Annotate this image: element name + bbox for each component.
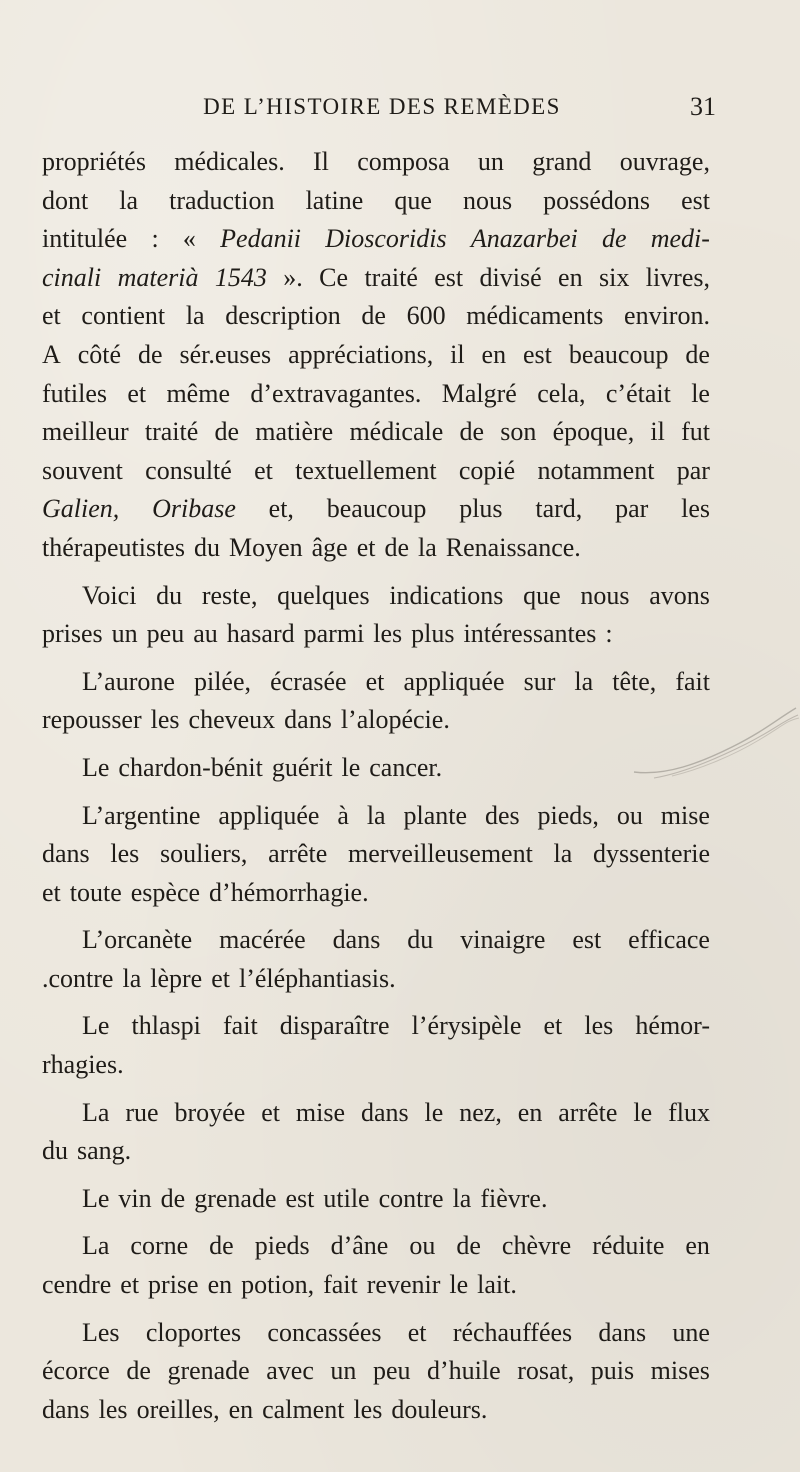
word: efficace bbox=[628, 925, 710, 955]
word: plus bbox=[459, 494, 503, 524]
paragraph-gap bbox=[42, 998, 710, 1007]
text-line bbox=[42, 336, 710, 375]
word: cheveux bbox=[188, 705, 276, 735]
word: concassées bbox=[267, 1317, 382, 1347]
word: par bbox=[615, 494, 649, 524]
text-line bbox=[42, 577, 710, 616]
word: son bbox=[500, 417, 537, 447]
word: merveilleusement bbox=[348, 839, 533, 869]
word: dans bbox=[332, 925, 381, 955]
word: époque, bbox=[552, 417, 635, 447]
paragraph-gap bbox=[42, 568, 710, 577]
word: en bbox=[481, 339, 507, 369]
word: écrasée bbox=[270, 666, 347, 696]
word: les bbox=[353, 1394, 383, 1424]
text-line bbox=[42, 259, 710, 298]
word: Oribase bbox=[152, 494, 236, 524]
word: un bbox=[477, 147, 504, 176]
word: flux bbox=[668, 1097, 710, 1127]
word: plante bbox=[403, 800, 468, 830]
word: la bbox=[553, 839, 573, 869]
word: L’aurone bbox=[82, 666, 175, 696]
word: Voici bbox=[82, 580, 137, 610]
word: médicaments bbox=[466, 301, 604, 331]
word: plus bbox=[411, 619, 455, 649]
word: une bbox=[672, 1317, 710, 1347]
word: du bbox=[156, 580, 183, 610]
word: Le bbox=[82, 1011, 110, 1041]
word: de bbox=[459, 417, 485, 447]
word: La bbox=[82, 1097, 110, 1127]
word: souvent bbox=[42, 455, 123, 485]
word: prise bbox=[148, 1270, 199, 1300]
text-line bbox=[42, 1227, 710, 1266]
word: souliers, bbox=[160, 839, 248, 869]
word: disparaître bbox=[279, 1011, 390, 1041]
word: medi- bbox=[650, 224, 710, 254]
text-line bbox=[42, 1266, 710, 1305]
word: médicales. bbox=[174, 147, 285, 176]
word: hémor- bbox=[635, 1011, 710, 1041]
word: lait. bbox=[477, 1270, 517, 1300]
word: de bbox=[361, 301, 386, 331]
word: Moyen bbox=[228, 532, 303, 562]
word: du bbox=[193, 532, 220, 562]
running-title: DE L’HISTOIRE DES REMÈDES bbox=[203, 94, 561, 119]
word: vinaigre bbox=[460, 925, 546, 955]
word: les bbox=[584, 1011, 614, 1041]
paragraph bbox=[42, 797, 710, 913]
word: possédons bbox=[543, 185, 651, 215]
word: que bbox=[523, 580, 561, 610]
word: avons bbox=[649, 580, 710, 610]
word: puis bbox=[590, 1356, 635, 1386]
word: Dioscoridis bbox=[325, 224, 447, 254]
word: réchauffées bbox=[452, 1317, 573, 1347]
word: la bbox=[119, 185, 139, 215]
word: rhagies. bbox=[42, 1050, 124, 1080]
word: la bbox=[574, 666, 594, 696]
word: dyssenterie bbox=[593, 839, 710, 869]
word: de bbox=[214, 417, 240, 447]
word: d’âne bbox=[330, 1231, 389, 1261]
word: La bbox=[82, 1231, 110, 1261]
word: fièvre. bbox=[480, 1183, 548, 1213]
word: cela, bbox=[537, 378, 586, 408]
text-line bbox=[42, 960, 710, 999]
word: cinali bbox=[42, 262, 102, 292]
text-line bbox=[42, 490, 710, 529]
word: materià bbox=[117, 262, 199, 292]
text-line bbox=[42, 1391, 710, 1430]
word: écorce bbox=[42, 1356, 110, 1386]
word: en bbox=[558, 262, 583, 292]
word: hasard bbox=[226, 619, 295, 649]
word: cancer. bbox=[369, 752, 443, 782]
paragraph-gap bbox=[42, 1171, 710, 1180]
word: fut bbox=[681, 417, 710, 447]
word: les bbox=[681, 494, 710, 524]
word: le bbox=[449, 1270, 469, 1300]
word: en bbox=[685, 1231, 710, 1261]
text-line bbox=[42, 1352, 710, 1391]
word: même bbox=[166, 378, 230, 408]
word: description bbox=[225, 301, 341, 331]
text-line bbox=[42, 529, 710, 568]
text-line bbox=[42, 1007, 710, 1046]
word: dans bbox=[42, 1394, 90, 1424]
word: consulté bbox=[145, 455, 232, 485]
word: chèvre bbox=[501, 1231, 572, 1261]
word: de bbox=[456, 1231, 481, 1261]
word: la bbox=[185, 301, 205, 331]
word: l’alopécie. bbox=[340, 705, 450, 735]
word: parmi bbox=[303, 619, 365, 649]
word: réduite bbox=[592, 1231, 665, 1261]
word: du bbox=[42, 1136, 68, 1166]
word: mises bbox=[650, 1356, 710, 1386]
word: intéressantes bbox=[463, 619, 597, 649]
paragraph bbox=[42, 1314, 710, 1430]
word: de bbox=[384, 532, 410, 562]
paragraph bbox=[42, 1007, 710, 1084]
text-line bbox=[42, 874, 710, 913]
word: Pedanii bbox=[220, 224, 302, 254]
word: traité bbox=[144, 417, 199, 447]
word: Renaissance. bbox=[445, 532, 581, 562]
word: il bbox=[450, 339, 465, 369]
word: matière bbox=[255, 417, 334, 447]
text-line bbox=[42, 1180, 710, 1219]
word: divisé bbox=[479, 262, 542, 292]
word: la bbox=[122, 963, 142, 993]
word: contient bbox=[81, 301, 166, 331]
word: dans bbox=[42, 839, 90, 869]
word: ouvrage, bbox=[619, 147, 710, 176]
word: le bbox=[341, 752, 361, 782]
text-line bbox=[42, 220, 710, 259]
word: de bbox=[126, 1356, 151, 1386]
word: dont bbox=[42, 185, 89, 215]
text-line bbox=[42, 797, 710, 836]
word: mise bbox=[660, 800, 710, 830]
word: cloportes bbox=[145, 1317, 242, 1347]
word: rue bbox=[125, 1097, 159, 1127]
word: pieds, bbox=[537, 800, 599, 830]
word: livres, bbox=[645, 262, 710, 292]
word: appliquée bbox=[218, 800, 320, 830]
word: chardon-bénit bbox=[118, 752, 263, 782]
word: : bbox=[605, 619, 613, 649]
word: arrête bbox=[558, 1097, 618, 1127]
word: et bbox=[42, 301, 61, 331]
word: il bbox=[650, 417, 665, 447]
word: environ. bbox=[624, 301, 710, 331]
word: 600 bbox=[406, 301, 446, 331]
text-line bbox=[42, 143, 710, 182]
word: Malgré bbox=[441, 378, 517, 408]
text-line bbox=[42, 182, 710, 221]
word: est bbox=[285, 1183, 315, 1213]
text-line bbox=[42, 1094, 710, 1133]
word: Les bbox=[82, 1317, 120, 1347]
word: beaucoup bbox=[568, 339, 669, 369]
word: thérapeutistes bbox=[42, 532, 185, 562]
word: contre bbox=[378, 1183, 444, 1213]
word: peu bbox=[372, 1356, 411, 1386]
word: oreilles, bbox=[136, 1394, 220, 1424]
body-text bbox=[42, 143, 710, 1429]
word: est bbox=[572, 925, 602, 955]
word: futiles bbox=[42, 378, 107, 408]
word: propriétés bbox=[42, 147, 146, 176]
word: traduction bbox=[169, 185, 275, 215]
word: potion, bbox=[241, 1270, 315, 1300]
word: l’érysipèle bbox=[411, 1011, 522, 1041]
word: tête, bbox=[612, 666, 657, 696]
word: la bbox=[452, 1183, 472, 1213]
word: Le bbox=[82, 1183, 110, 1213]
text-line bbox=[42, 1314, 710, 1353]
word: d’huile bbox=[427, 1356, 501, 1386]
word: et bbox=[543, 1011, 563, 1041]
word: nous bbox=[462, 185, 513, 215]
word: et bbox=[211, 963, 230, 993]
word: macérée bbox=[219, 925, 306, 955]
paragraph bbox=[42, 1094, 710, 1171]
paragraph bbox=[42, 577, 710, 654]
word: ou bbox=[616, 800, 643, 830]
text-line bbox=[42, 749, 710, 788]
word: âge bbox=[311, 532, 348, 562]
paragraph bbox=[42, 921, 710, 998]
paragraph-gap bbox=[42, 912, 710, 921]
word: A bbox=[42, 339, 61, 369]
word: et bbox=[42, 877, 61, 907]
word: nous bbox=[580, 580, 630, 610]
word: et bbox=[356, 532, 376, 562]
word: c’était bbox=[605, 378, 671, 408]
text-line bbox=[42, 1132, 710, 1171]
text-line bbox=[42, 835, 710, 874]
word: grenade bbox=[167, 1356, 250, 1386]
word: pieds bbox=[254, 1231, 310, 1261]
paragraph bbox=[42, 749, 710, 788]
text-line bbox=[42, 663, 710, 702]
word: sang. bbox=[77, 1136, 132, 1166]
word: intitulée bbox=[42, 224, 128, 254]
word: dans bbox=[360, 1097, 409, 1127]
word: broyée bbox=[174, 1097, 246, 1127]
word: l’éléphantiasis. bbox=[238, 963, 396, 993]
word: revenir bbox=[366, 1270, 441, 1300]
word: quelques bbox=[277, 580, 370, 610]
word: copié bbox=[458, 455, 516, 485]
word: sur bbox=[523, 666, 556, 696]
word: Le bbox=[82, 752, 110, 782]
word: les bbox=[98, 1394, 128, 1424]
word: d’hémorrhagie. bbox=[209, 877, 369, 907]
word: beaucoup bbox=[326, 494, 427, 524]
word: meilleur bbox=[42, 417, 129, 447]
word: textuellement bbox=[295, 455, 437, 485]
paragraph bbox=[42, 143, 710, 568]
word: peu bbox=[146, 619, 185, 649]
word: de bbox=[160, 1183, 186, 1213]
word: « bbox=[182, 224, 196, 254]
word: arrête bbox=[268, 839, 328, 869]
word: de bbox=[685, 339, 710, 369]
word: que bbox=[394, 185, 432, 215]
word: six bbox=[598, 262, 630, 292]
paragraph-gap bbox=[42, 1085, 710, 1094]
paragraph-gap bbox=[42, 1305, 710, 1314]
word: la bbox=[418, 532, 437, 562]
word: dans bbox=[284, 705, 332, 735]
word: mise bbox=[295, 1097, 345, 1127]
word: dans bbox=[598, 1317, 647, 1347]
word: en bbox=[207, 1270, 233, 1300]
word: cendre bbox=[42, 1270, 112, 1300]
word: le bbox=[691, 378, 710, 408]
word: côté bbox=[77, 339, 122, 369]
word: pilée, bbox=[193, 666, 251, 696]
word: 1543 bbox=[214, 262, 267, 292]
word: en bbox=[228, 1394, 254, 1424]
word: utile bbox=[323, 1183, 370, 1213]
word: et, bbox=[268, 494, 294, 524]
word: L’argentine bbox=[82, 800, 201, 830]
word: repousser bbox=[42, 705, 142, 735]
paragraph-gap bbox=[42, 740, 710, 749]
word: traité bbox=[364, 262, 418, 292]
word: Anazarbei bbox=[470, 224, 578, 254]
word: grenade bbox=[194, 1183, 277, 1213]
word: reste, bbox=[201, 580, 258, 610]
word: douleurs. bbox=[391, 1394, 488, 1424]
word: .contre bbox=[42, 963, 114, 993]
text-line bbox=[42, 452, 710, 491]
word: nez, bbox=[459, 1097, 502, 1127]
word: ou bbox=[409, 1231, 436, 1261]
word: notamment bbox=[537, 455, 655, 485]
word: grand bbox=[532, 147, 592, 176]
paragraph bbox=[42, 1180, 710, 1219]
word: et bbox=[407, 1317, 427, 1347]
word: les bbox=[373, 619, 403, 649]
word: espèce bbox=[130, 877, 201, 907]
word: et bbox=[261, 1097, 280, 1127]
word: de bbox=[137, 339, 163, 369]
text-line bbox=[42, 701, 710, 740]
word: corne bbox=[130, 1231, 189, 1261]
paragraph bbox=[42, 1227, 710, 1304]
word: fait bbox=[675, 666, 710, 696]
paragraph-gap bbox=[42, 788, 710, 797]
word: lèpre bbox=[150, 963, 203, 993]
page-number: 31 bbox=[690, 92, 716, 121]
word: et bbox=[120, 1270, 140, 1300]
text-line bbox=[42, 615, 710, 654]
running-head bbox=[96, 94, 716, 128]
word: latine bbox=[305, 185, 364, 215]
word: indications bbox=[389, 580, 504, 610]
word: sér.euses bbox=[179, 339, 272, 369]
word: appréciations, bbox=[288, 339, 434, 369]
word: prises bbox=[42, 619, 103, 649]
word: un bbox=[330, 1356, 357, 1386]
word: au bbox=[193, 619, 218, 649]
word: de bbox=[209, 1231, 234, 1261]
word: est bbox=[523, 339, 552, 369]
word: à bbox=[337, 800, 349, 830]
word: médicale bbox=[349, 417, 444, 447]
word: et bbox=[365, 666, 385, 696]
word: d’extravagantes. bbox=[250, 378, 422, 408]
word: rosat, bbox=[517, 1356, 575, 1386]
word: un bbox=[111, 619, 138, 649]
word: du bbox=[407, 925, 434, 955]
word: est bbox=[434, 262, 464, 292]
word: fait bbox=[223, 1011, 258, 1041]
word: Galien, bbox=[42, 494, 120, 524]
text-line bbox=[42, 1046, 710, 1085]
word: la bbox=[366, 800, 386, 830]
word: composa bbox=[357, 147, 450, 176]
word: thlaspi bbox=[131, 1011, 201, 1041]
word: les bbox=[150, 705, 180, 735]
word: avec bbox=[266, 1356, 314, 1386]
word: en bbox=[517, 1097, 543, 1127]
word: le bbox=[633, 1097, 653, 1127]
word: de bbox=[601, 224, 627, 254]
paragraph-gap bbox=[42, 1218, 710, 1227]
word: le bbox=[424, 1097, 444, 1127]
paragraph bbox=[42, 663, 710, 740]
word: et bbox=[254, 455, 273, 485]
text-line bbox=[42, 413, 710, 452]
text-line bbox=[42, 375, 710, 414]
word: par bbox=[676, 455, 710, 485]
word: Il bbox=[313, 147, 329, 176]
word: toute bbox=[69, 877, 122, 907]
text-line bbox=[42, 297, 710, 336]
text-line bbox=[42, 921, 710, 960]
word: vin bbox=[118, 1183, 152, 1213]
word: ». bbox=[283, 262, 303, 292]
word: et bbox=[127, 378, 147, 408]
word: appliquée bbox=[403, 666, 505, 696]
word: fait bbox=[323, 1270, 358, 1300]
word: est bbox=[681, 185, 710, 215]
paragraph-gap bbox=[42, 654, 710, 663]
word: tard, bbox=[535, 494, 583, 524]
word: : bbox=[151, 224, 159, 254]
word: des bbox=[484, 800, 520, 830]
word: les bbox=[110, 839, 140, 869]
word: calment bbox=[262, 1394, 345, 1424]
word: L’orcanète bbox=[82, 925, 193, 955]
word: Ce bbox=[319, 262, 349, 292]
word: guérit bbox=[271, 752, 333, 782]
